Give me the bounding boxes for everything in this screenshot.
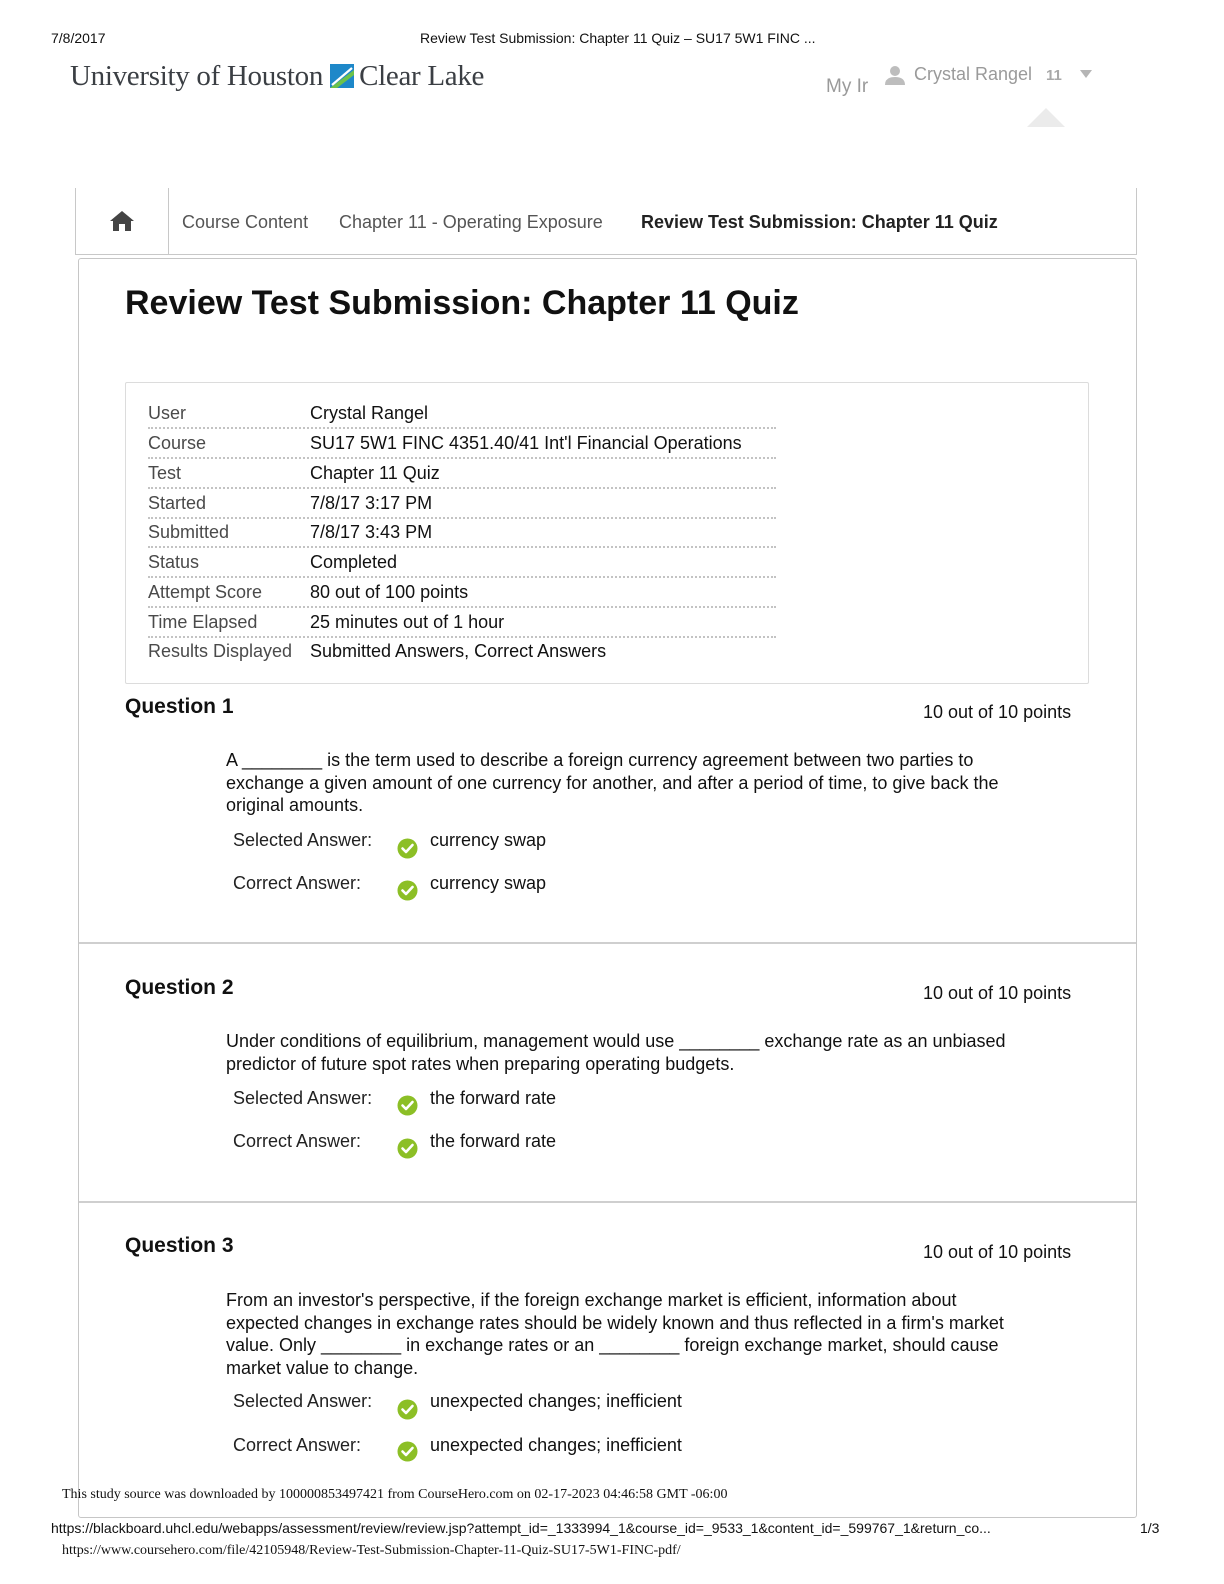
summary-row-user — [148, 397, 776, 429]
summary-value: 80 out of 100 points — [310, 582, 469, 602]
summary-value: 7/8/17 3:43 PM — [310, 522, 433, 542]
summary-label: Time Elapsed — [148, 612, 258, 632]
summary-value: Completed — [310, 552, 398, 572]
print-date: 7/8/2017 — [51, 30, 106, 46]
page-url[interactable]: https://blackboard.uhcl.edu/webapps/assessment/review/review.jsp?attempt_id=_1333994_1&course_id=_9533_1&content_id=_599767_1&return_co... — [51, 1520, 991, 1536]
summary-value: Chapter 11 Quiz — [310, 463, 440, 483]
summary-label: Results Displayed — [148, 641, 293, 661]
summary-row-started — [148, 487, 776, 519]
question-2-text — [226, 1030, 1076, 1075]
summary-row-time-elapsed — [148, 606, 776, 638]
summary-label: Status — [148, 552, 200, 572]
summary-row-test — [148, 457, 776, 489]
question-divider — [79, 942, 1136, 944]
question-text-line: original amounts. — [226, 795, 364, 815]
question-text-line: Under conditions of equilibrium, management would use ________ exchange rate as an unbiased — [226, 1031, 1006, 1051]
question-3-title: Question 3 — [125, 1234, 234, 1257]
notification-count-badge[interactable]: 11 — [1046, 67, 1062, 84]
logo-text-left: University of Houston — [70, 59, 324, 92]
user-avatar-icon — [884, 64, 906, 86]
home-icon — [109, 209, 135, 233]
selected-answer-label: Selected Answer: — [233, 1391, 373, 1411]
correct-check-icon — [397, 1441, 418, 1462]
university-logo[interactable] — [70, 56, 484, 96]
summary-row-status — [148, 546, 776, 578]
breadcrumb — [75, 188, 1137, 255]
correct-check-icon — [397, 880, 418, 901]
page-title: Review Test Submission: Chapter 11 Quiz — [125, 284, 799, 322]
selected-answer-label: Selected Answer: — [233, 830, 373, 850]
correct-answer-label: Correct Answer: — [233, 1435, 362, 1455]
correct-check-icon — [397, 1138, 418, 1159]
correct-check-icon — [397, 838, 418, 859]
summary-label: User — [148, 403, 187, 423]
question-1-text — [226, 749, 1076, 817]
summary-row-results-displayed — [148, 635, 776, 665]
my-institution-tab[interactable]: My Ir — [826, 76, 869, 97]
breadcrumb-chapter[interactable]: Chapter 11 - Operating Exposure — [339, 212, 603, 232]
correct-answer-value: the forward rate — [430, 1131, 557, 1151]
question-text-line: From an investor's perspective, if the foreign exchange market is efficient, information about — [226, 1290, 957, 1310]
summary-label: Attempt Score — [148, 582, 263, 602]
question-text-line: exchange a given amount of one currency for another, and after a period of time, to give back the — [226, 772, 999, 793]
question-text-line: value. Only ________ in exchange rates or an ________ foreign exchange market, should cause — [226, 1335, 999, 1355]
selected-answer-value: the forward rate — [430, 1088, 557, 1108]
question-1-points: 10 out of 10 points — [923, 702, 1072, 722]
correct-check-icon — [397, 1095, 418, 1116]
correct-answer-value: currency swap — [430, 873, 547, 893]
logo-text-right: Clear Lake — [359, 59, 485, 92]
coursehero-url[interactable]: https://www.coursehero.com/file/42105948/Review-Test-Submission-Chapter-11-Quiz-SU17-5W1-FINC-pdf/ — [62, 1543, 681, 1558]
question-text-line: expected changes in exchange rates should be widely known and thus reflected in a firm's market — [226, 1312, 1004, 1333]
question-text-line: A ________ is the term used to describe a foreign currency agreement between two parties to — [226, 750, 974, 770]
chevron-down-icon[interactable] — [1080, 70, 1092, 78]
correct-answer-label: Correct Answer: — [233, 1131, 362, 1151]
user-menu-name[interactable]: Crystal Rangel — [914, 64, 1033, 84]
selected-answer-value: currency swap — [430, 830, 547, 850]
summary-label: Started — [148, 493, 207, 513]
page-number: 1/3 — [1140, 1520, 1160, 1536]
print-page-title: Review Test Submission: Chapter 11 Quiz – SU17 5W1 FINC ... — [420, 30, 816, 46]
summary-value: 7/8/17 3:17 PM — [310, 493, 433, 513]
summary-value: Submitted Answers, Correct Answers — [310, 641, 607, 661]
summary-value: SU17 5W1 FINC 4351.40/41 Int'l Financial Operations — [310, 433, 742, 453]
correct-answer-label: Correct Answer: — [233, 873, 362, 893]
question-2-points: 10 out of 10 points — [923, 983, 1072, 1003]
question-1-title: Question 1 — [125, 695, 234, 718]
question-2-title: Question 2 — [125, 976, 234, 999]
correct-check-icon — [397, 1399, 418, 1420]
question-divider — [79, 1201, 1136, 1203]
question-3-points: 10 out of 10 points — [923, 1242, 1072, 1262]
question-3-text — [226, 1289, 1076, 1379]
summary-label: Course — [148, 433, 207, 453]
selected-answer-label: Selected Answer: — [233, 1088, 373, 1108]
uhcl-flag-icon — [330, 64, 354, 88]
summary-row-attempt-score — [148, 576, 776, 608]
summary-label: Submitted — [148, 522, 230, 542]
summary-value: 25 minutes out of 1 hour — [310, 612, 505, 632]
summary-label: Test — [148, 463, 182, 483]
summary-value: Crystal Rangel — [310, 403, 429, 423]
home-button[interactable] — [76, 188, 169, 254]
correct-answer-value: unexpected changes; inefficient — [430, 1435, 682, 1455]
question-text-line: predictor of future spot rates when preparing operating budgets. — [226, 1053, 735, 1074]
breadcrumb-course-content[interactable]: Course Content — [182, 212, 309, 232]
breadcrumb-current-page: Review Test Submission: Chapter 11 Quiz — [641, 212, 998, 232]
summary-row-course — [148, 427, 776, 459]
summary-row-submitted — [148, 516, 776, 548]
study-source-notice: This study source was downloaded by 100000853497421 from CourseHero.com on 02-17-2023 04:46:58 GMT -06:00 — [62, 1487, 728, 1502]
question-text-line: market value to change. — [226, 1357, 419, 1378]
selected-answer-value: unexpected changes; inefficient — [430, 1391, 682, 1411]
menu-pointer-arrow — [1027, 108, 1065, 127]
